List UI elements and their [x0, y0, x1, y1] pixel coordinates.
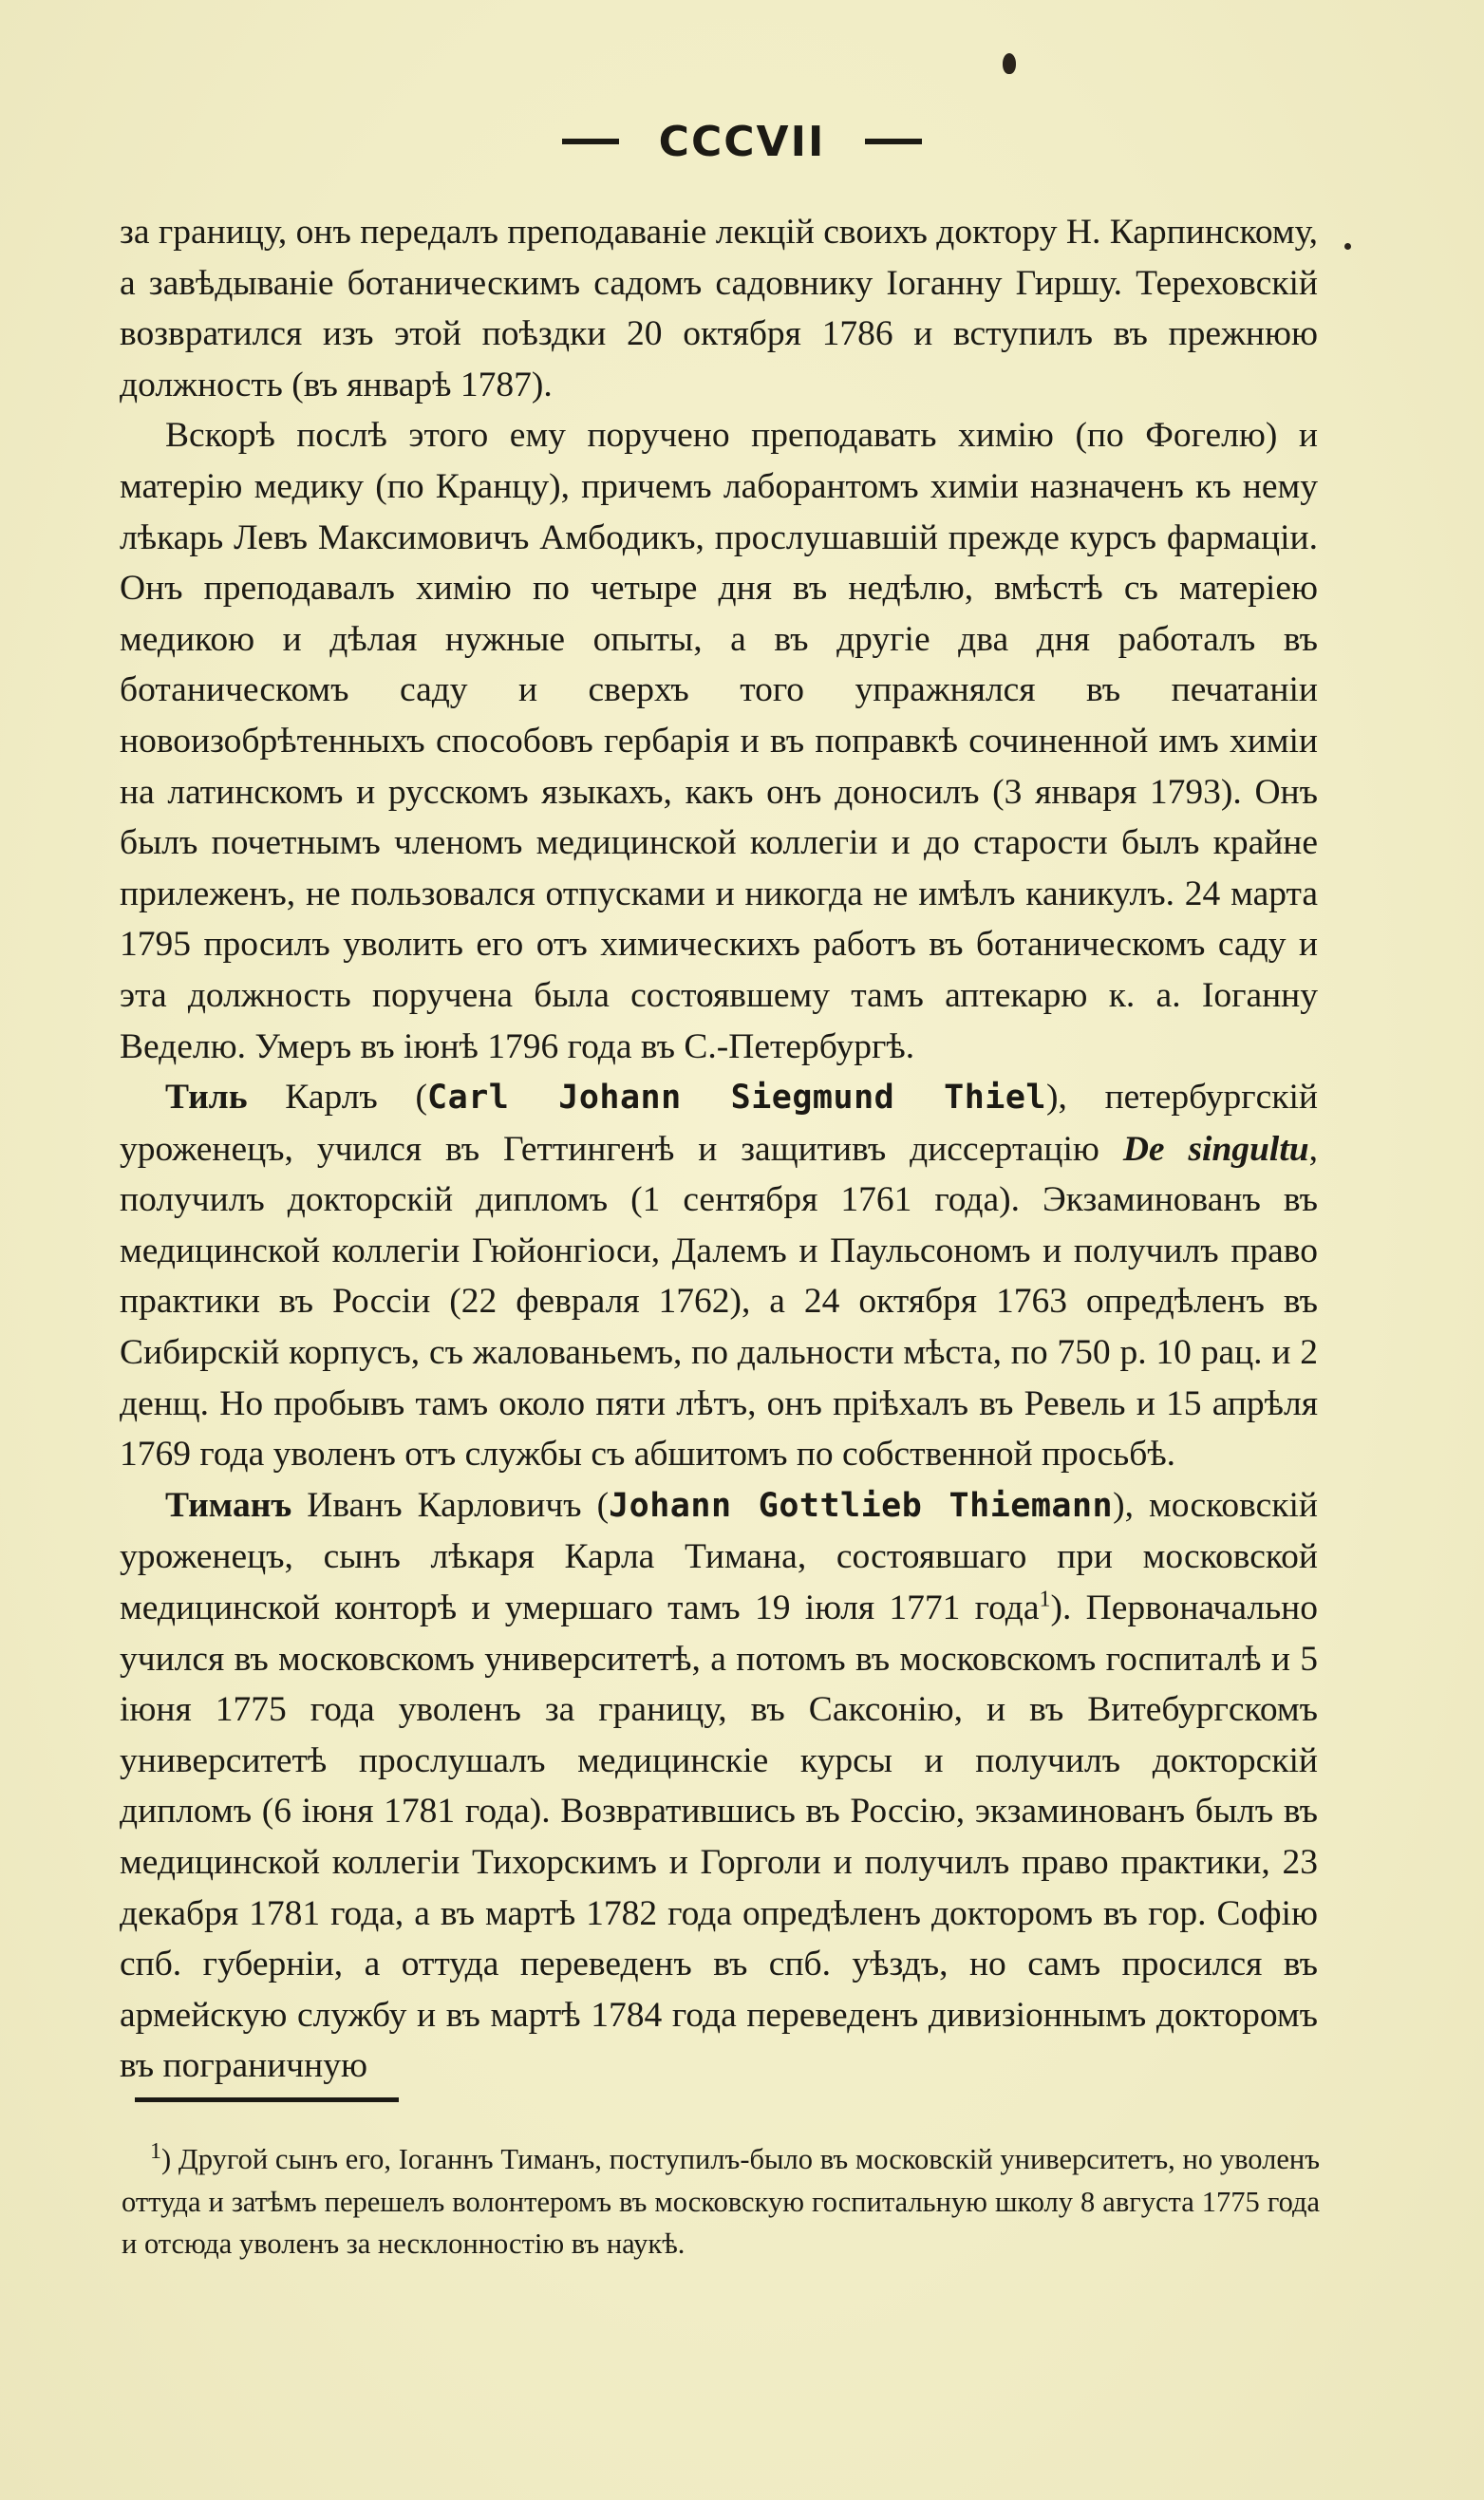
main-text: [120, 207, 1318, 2092]
footnote-separator-rule: [135, 2097, 399, 2102]
paragraph-thiemann: [120, 1480, 1318, 2092]
paragraph-2: [120, 410, 1318, 1072]
footnote-paragraph: [122, 2138, 1320, 2265]
paragraph-thiel: [120, 1072, 1318, 1480]
entry-surname-thiemann: Тиманъ: [165, 1485, 292, 1525]
ink-blot-mark: [1003, 53, 1016, 74]
entry-thiemann-text-3: ). Первоначально учился въ московскомъ университетѣ, а потомъ въ московскомъ госпиталѣ и 5 iюня 1775 года уволенъ за границу, въ Саксонiю, и въ Витебургскомъ университетѣ прослушалъ медицинскiе курсы и получилъ докторскiй дипломъ (6 iюня 1781 года). Возвратившись въ Россiю, экзаминованъ былъ въ медицинской коллегiи Тихорскимъ и Горголи и получилъ право практики, 23 декабря 1781 года, а въ мартѣ 1782 года опредѣленъ докторомъ въ гор. Софiю спб. губернiи, а оттуда переведенъ въ спб. уѣздъ, но самъ просился въ армейскую службу и въ мартѣ 1784 года переведенъ дивизiоннымъ докторомъ въ пограничную: [120, 1588, 1319, 2086]
paragraph-2-text: Вскорѣ послѣ этого ему поручено преподавать химiю (по Фогелю) и матерiю медику (по Кранцу), причемъ лаборантомъ химiи назначенъ къ нему лѣкарь Левъ Максимовичъ Амбодикъ, прослушавшiй прежде курсъ фармацiи. Онъ преподавалъ химiю по четыре дня въ недѣлю, вмѣстѣ съ матерiею медикою и дѣлая нужные опыты, а въ другiе два дня работалъ въ ботаническомъ саду и сверхъ того упражнялся въ печатанiи новоизобрѣтенныхъ способовъ гербарiя и въ поправкѣ сочиненной имъ химiи на латинскомъ и русскомъ языкахъ, какъ онъ доносилъ (3 января 1793). Онъ былъ почетнымъ членомъ медицинской коллегiи и до старости былъ крайне прилеженъ, не пользовался отпусками и никогда не имѣлъ каникулъ. 24 марта 1795 просилъ уволить его отъ химическихъ работъ въ ботаническомъ саду и эта должность поручена была состоявшему тамъ аптекарю к. а. Iоганну Веделю. Умеръ въ iюнѣ 1796 года въ С.-Петербургѣ.: [120, 416, 1318, 1066]
entry-surname-thiel: Тиль: [165, 1078, 248, 1118]
header-right-dash: [865, 139, 922, 144]
page-number-roman: СССVII: [658, 117, 826, 166]
footnote-reference: 1: [1039, 1587, 1051, 1612]
paragraph-1-text: за границу, онъ передалъ преподаванiе лекцiй своихъ доктору Н. Карпинскому, а завѣдыванiе ботаническимъ садомъ садовнику Iоганну Гиршу. Тереховскiй возвратился изъ этой поѣздки 20 октября 1786 и вступилъ въ прежнюю должность (въ январѣ 1787).: [120, 213, 1318, 404]
paragraph-1: [120, 207, 1318, 410]
entry-thiemann-text-1: Иванъ Карловичъ (: [291, 1485, 610, 1525]
entry-thiemann-text-2: ), московскiй уроженецъ, сынъ лѣкаря Карла Тимана, состоявшаго при московской медицинской конторѣ и умершаго тамъ 19 iюля 1771 года: [120, 1485, 1318, 1628]
entry-thiel-latin-name: Carl Johann Siegmund Thiel: [427, 1079, 1046, 1118]
entry-thiel-text-3: , получилъ докторскiй дипломъ (1 сентября 1761 года). Экзаминованъ въ медицинской коллегiи Гюйонгiоси, Далемъ и Паульсономъ и получилъ право практики въ Россiи (22 февраля 1762), а 24 октября 1763 опредѣленъ въ Сибирскiй корпусъ, съ жалованьемъ, по дальности мѣста, по 750 р. 10 рац. и 2 денщ. Но пробывъ тамъ около пяти лѣтъ, онъ прiѣхалъ въ Ревель и 15 апрѣля 1769 года уволенъ отъ службы съ абшитомъ по собственной просьбѣ.: [120, 1129, 1318, 1475]
entry-thiel-text-2: ), петербургскiй уроженецъ, учился въ Геттингенѣ и защитивъ диссертацiю: [120, 1078, 1318, 1169]
entry-thiemann-latin-name: Johann Gottlieb Thiemann: [609, 1486, 1114, 1525]
entry-thiel-text-1: Карлъ (: [247, 1078, 428, 1118]
footnote-marker: 1: [150, 2138, 161, 2164]
dissertation-title: De singultu: [1122, 1129, 1309, 1169]
footnote-text: ) Другой сынъ его, Iоганнъ Тиманъ, поступилъ-было въ московскiй университетъ, но уволенъ оттуда и затѣмъ перешелъ волонтеромъ въ московскую госпитальную школу 8 августа 1775 года и отсюда уволенъ за несклонностiю въ наукѣ.: [122, 2143, 1320, 2260]
footnote: [122, 2138, 1320, 2265]
page-header: [0, 112, 1484, 166]
margin-dot-mark: [1344, 243, 1351, 250]
header-left-dash: [562, 139, 619, 144]
